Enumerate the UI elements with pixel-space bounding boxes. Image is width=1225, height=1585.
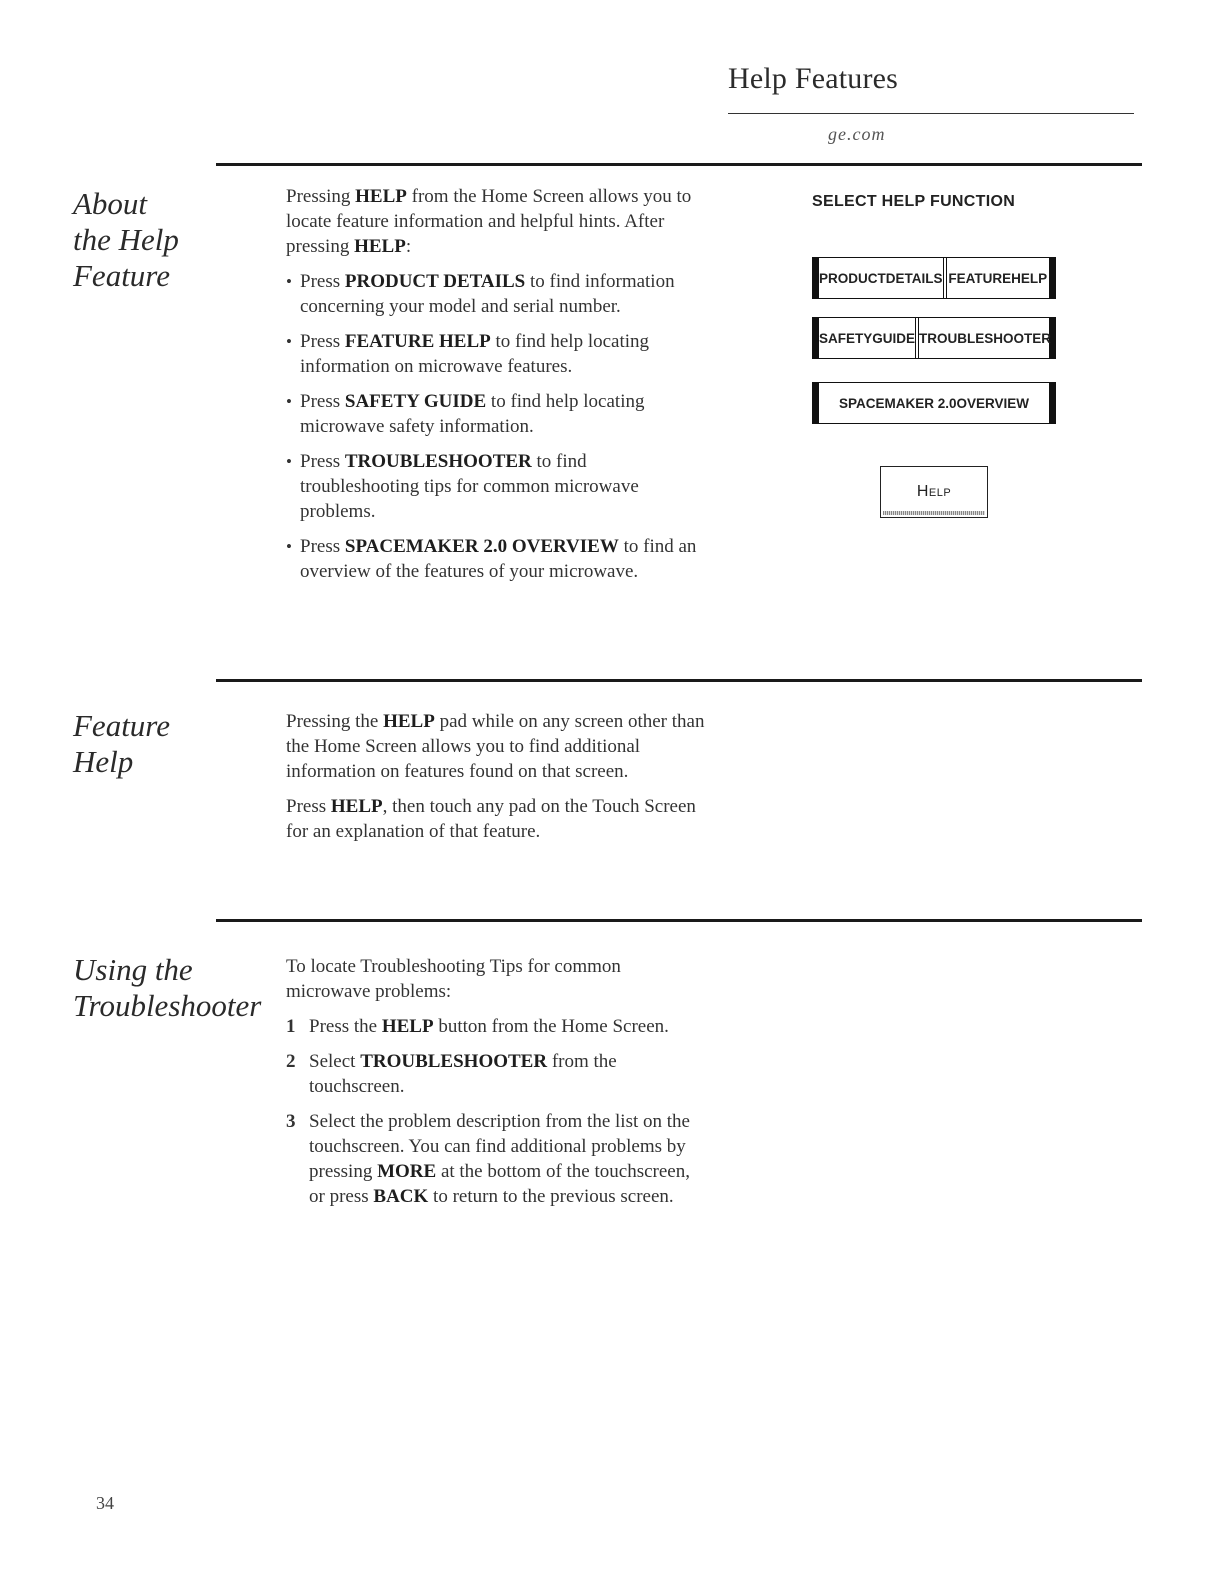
list-item: • Press SAFETY GUIDE to find help locating microwave safety information. (286, 389, 706, 439)
heading-line: Feature (73, 258, 170, 293)
section-heading-feature-help (73, 708, 263, 780)
section-heading-about-help (73, 186, 263, 294)
spacemaker-overview-button[interactable]: SPACEMAKER 2.0 OVERVIEW (838, 395, 1030, 411)
intro-paragraph: Pressing HELP from the Home Screen allows you to locate feature information and helpful hints. After pressing HELP: (286, 186, 692, 257)
list-item: 1 Press the HELP button from the Home Screen. (286, 1016, 669, 1037)
section-heading-troubleshooter (73, 952, 273, 1024)
help-pad-button[interactable]: Help (880, 466, 988, 518)
website-url: ge.com (828, 124, 886, 144)
heading-line: Using the (73, 952, 193, 987)
steps-list (286, 1014, 706, 1209)
list-item: • Press PRODUCT DETAILS to find information concerning your model and serial number. (286, 269, 706, 319)
list-item: 2 Select TROUBLESHOOTER from the touchscreen. (286, 1051, 617, 1097)
heading-line: the Help (73, 222, 179, 257)
list-item: • Press SPACEMAKER 2.0 OVERVIEW to find an overview of the features of your microwave. (286, 534, 706, 584)
heading-line: Troubleshooter (73, 988, 262, 1023)
page-title: Help Features (728, 62, 899, 95)
section-divider (216, 679, 1142, 682)
heading-line: About (73, 186, 148, 221)
softkey-row (812, 257, 1056, 299)
troubleshooter-body (286, 954, 706, 1219)
heading-line: Feature (73, 708, 170, 743)
section-divider (216, 919, 1142, 922)
softkey-row (812, 317, 1056, 359)
heading-line: Help (73, 744, 134, 779)
product-details-button[interactable]: PRODUCT DETAILS (819, 270, 943, 286)
about-help-body (286, 184, 706, 594)
list-item: 3 Select the problem description from the list on the touchscreen. You can find additional problems by pressing MORE at the bottom of the touchscreen, or press BACK to return to the previous screen. (286, 1111, 690, 1207)
paragraph: Press HELP, then touch any pad on the Touch Screen for an explanation of that feature. (286, 796, 696, 842)
list-item: • Press FEATURE HELP to find help locating information on microwave features. (286, 329, 706, 379)
softkey-row (812, 382, 1056, 424)
list-item: • Press TROUBLESHOOTER to find troubleshooting tips for common microwave problems. (286, 449, 706, 524)
select-help-function-label: SELECT HELP FUNCTION (812, 193, 1016, 210)
intro-paragraph: To locate Troubleshooting Tips for common microwave problems: (286, 956, 621, 1002)
title-rule (728, 113, 1134, 114)
feature-help-button[interactable]: FEATURE HELP (943, 258, 1050, 298)
safety-guide-button[interactable]: SAFETY GUIDE (819, 330, 916, 346)
paragraph: Pressing the HELP pad while on any screen other than the Home Screen allows you to find additional information on features found on that screen. (286, 711, 705, 782)
help-options-list (286, 269, 706, 584)
page-number: 34 (96, 1493, 114, 1513)
feature-help-body (286, 709, 706, 854)
section-divider (216, 163, 1142, 166)
troubleshooter-button[interactable]: TROUBLE SHOOTER (915, 318, 1051, 358)
